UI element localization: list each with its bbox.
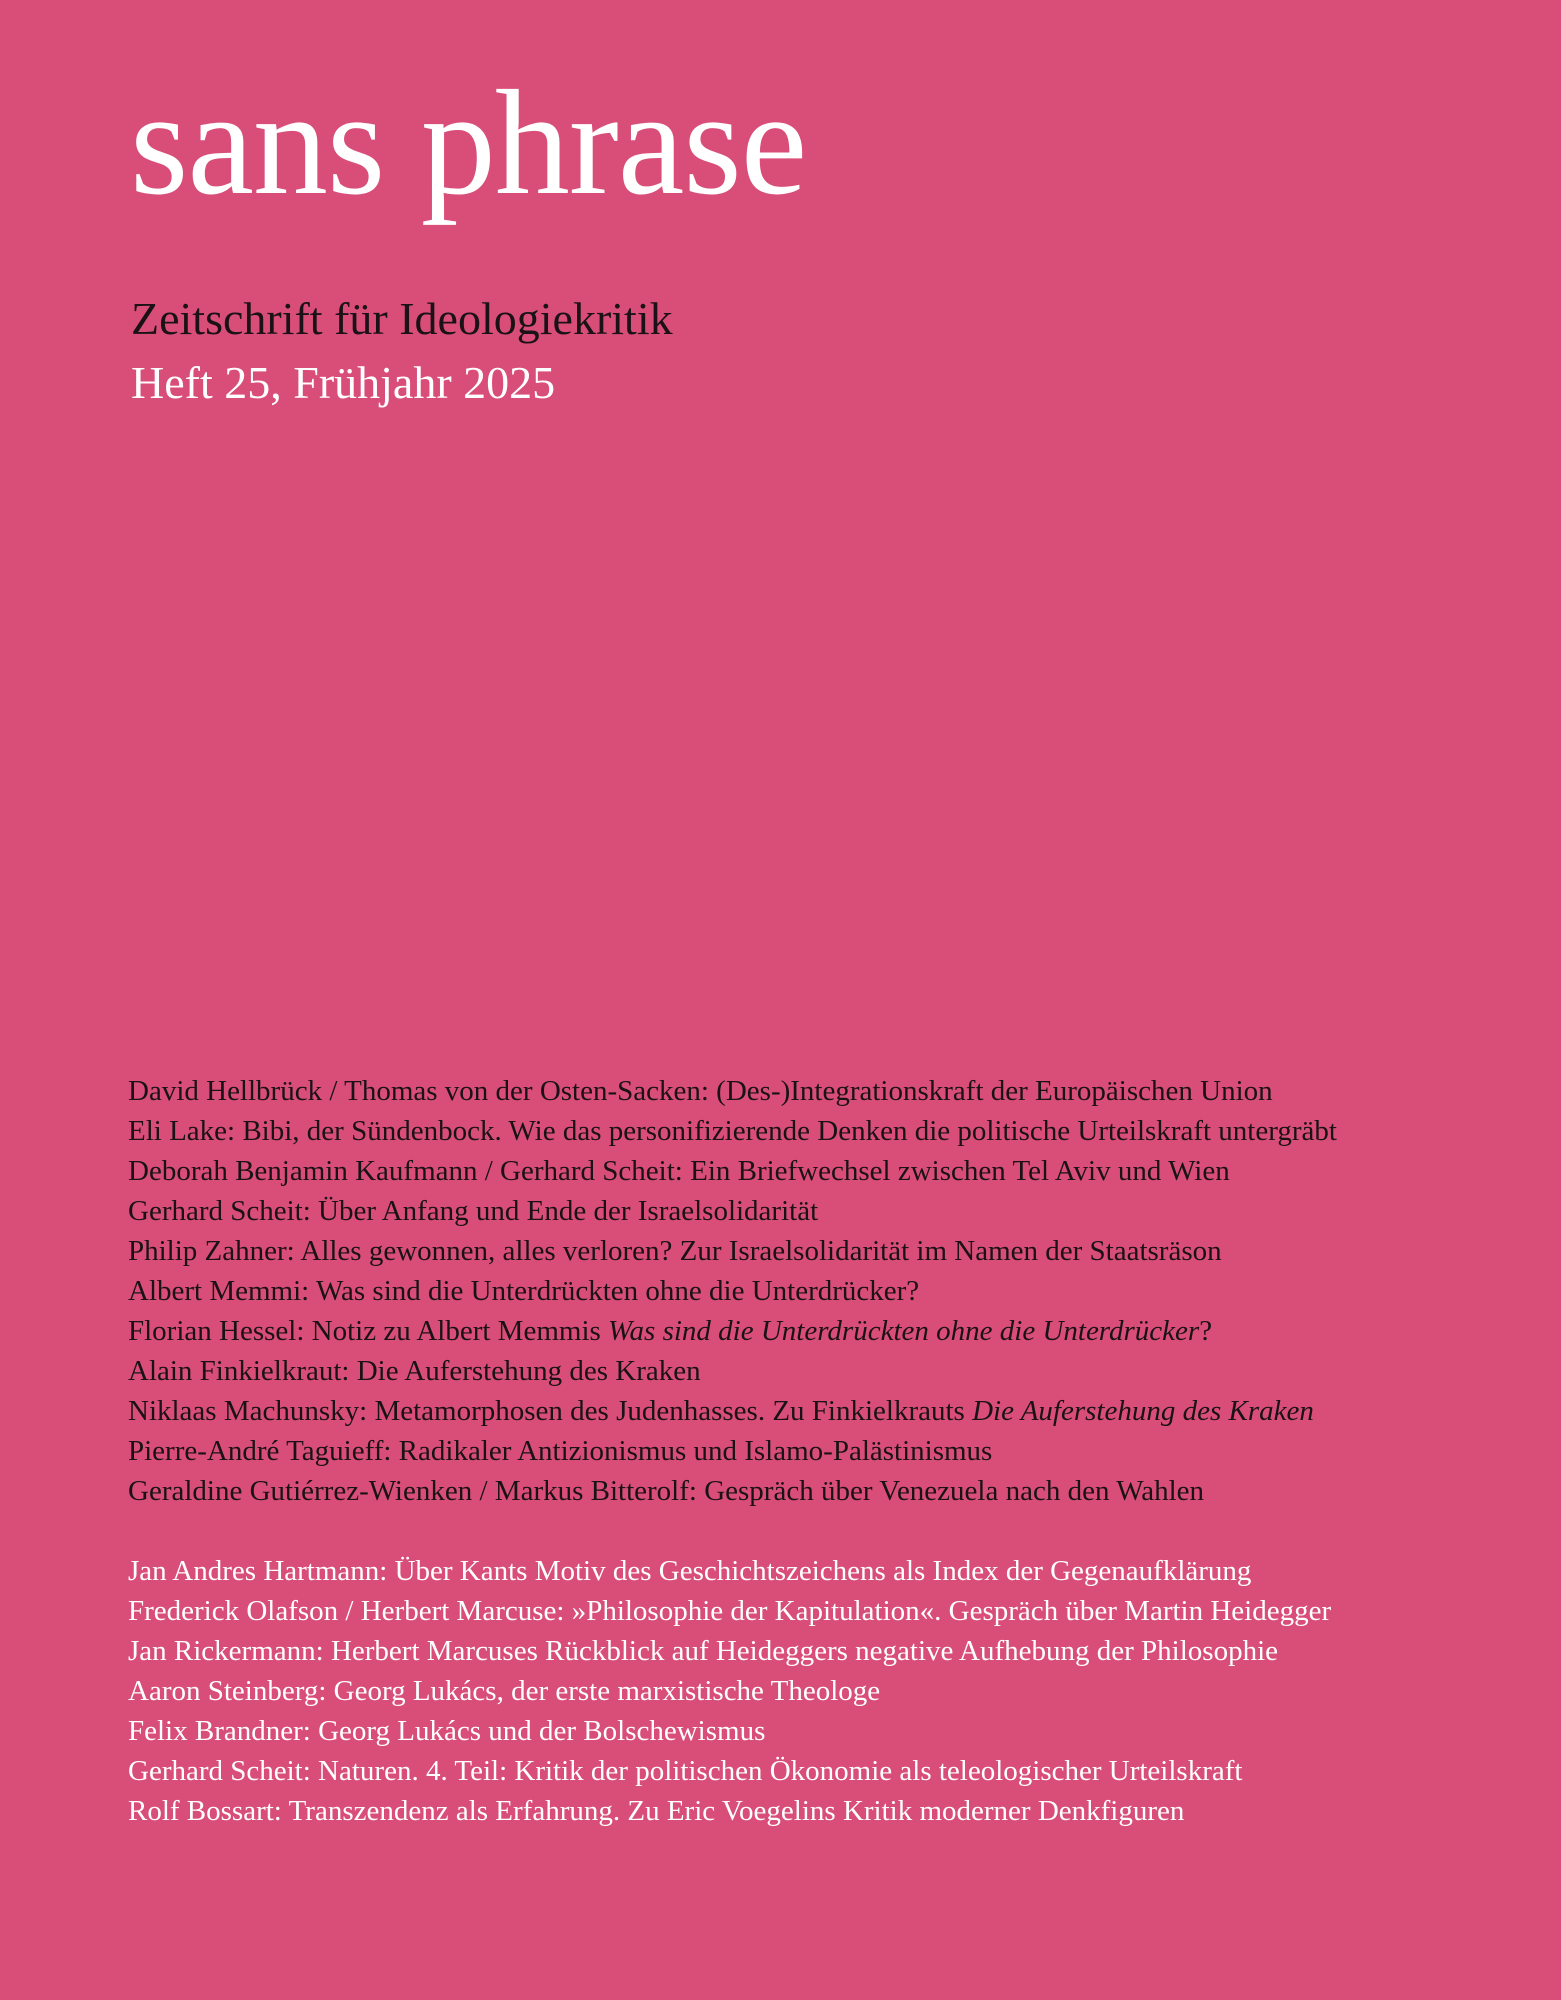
contents-item: Gerhard Scheit: Über Anfang und Ende der Israelsolidarität	[128, 1195, 819, 1227]
contents-item: Geraldine Gutiérrez-Wienken / Markus Bitterolf: Gespräch über Venezuela nach den Wahlen	[128, 1475, 1205, 1507]
contents-item: Felix Brandner: Georg Lukács und der Bolschewismus	[128, 1715, 766, 1747]
contents-item: David Hellbrück / Thomas von der Osten-Sacken: (Des-)Integrationskraft der Europäischen Union	[128, 1075, 1273, 1107]
contents-item: Alain Finkielkraut: Die Auferstehung des Kraken	[128, 1355, 701, 1387]
contents-item: Florian Hessel: Notiz zu Albert Memmis Was sind die Unterdrückten ohne die Unterdrücker?	[128, 1315, 1213, 1347]
journal-subtitle: Zeitschrift für Ideologiekritik	[131, 293, 673, 344]
italic-title: Was sind die Unterdrückten ohne die Unterdrücker	[608, 1315, 1200, 1347]
contents-item: Albert Memmi: Was sind die Unterdrückten ohne die Unterdrücker?	[128, 1275, 920, 1307]
contents-item: Gerhard Scheit: Naturen. 4. Teil: Kritik der politischen Ökonomie als teleologischer Urteilskraft	[128, 1755, 1243, 1787]
italic-title: Die Auferstehung des Kraken	[972, 1395, 1314, 1427]
contents-item: Niklaas Machunsky: Metamorphosen des Judenhasses. Zu Finkielkrauts Die Auferstehung des Kraken	[128, 1395, 1314, 1427]
contents-item: Philip Zahner: Alles gewonnen, alles verloren? Zur Israelsolidarität im Namen der Staatsräson	[128, 1235, 1222, 1267]
contents-item: Frederick Olafson / Herbert Marcuse: »Philosophie der Kapitulation«. Gespräch über Martin Heidegger	[128, 1595, 1332, 1627]
contents-item: Jan Andres Hartmann: Über Kants Motiv des Geschichtszeichens als Index der Gegenaufklärung	[128, 1555, 1252, 1587]
contents-item: Deborah Benjamin Kaufmann / Gerhard Scheit: Ein Briefwechsel zwischen Tel Aviv und Wien	[128, 1155, 1230, 1187]
contents-item: Eli Lake: Bibi, der Sündenbock. Wie das personifizierende Denken die politische Urteilskraft untergräbt	[128, 1115, 1337, 1147]
contents-item: Aaron Steinberg: Georg Lukács, der erste marxistische Theologe	[128, 1675, 881, 1707]
contents-item: Pierre-André Taguieff: Radikaler Antizionismus und Islamo-Palästinismus	[128, 1435, 993, 1467]
contents-list-primary	[128, 1071, 1337, 1511]
issue-info: Heft 25, Frühjahr 2025	[131, 357, 556, 408]
contents-item: Jan Rickermann: Herbert Marcuses Rückblick auf Heideggers negative Aufhebung der Philosophie	[128, 1635, 1279, 1667]
contents-item: Rolf Bossart: Transzendenz als Erfahrung. Zu Eric Voegelins Kritik moderner Denkfiguren	[128, 1795, 1185, 1827]
journal-title: sans phrase	[130, 60, 807, 226]
contents-list-secondary	[128, 1551, 1331, 1831]
